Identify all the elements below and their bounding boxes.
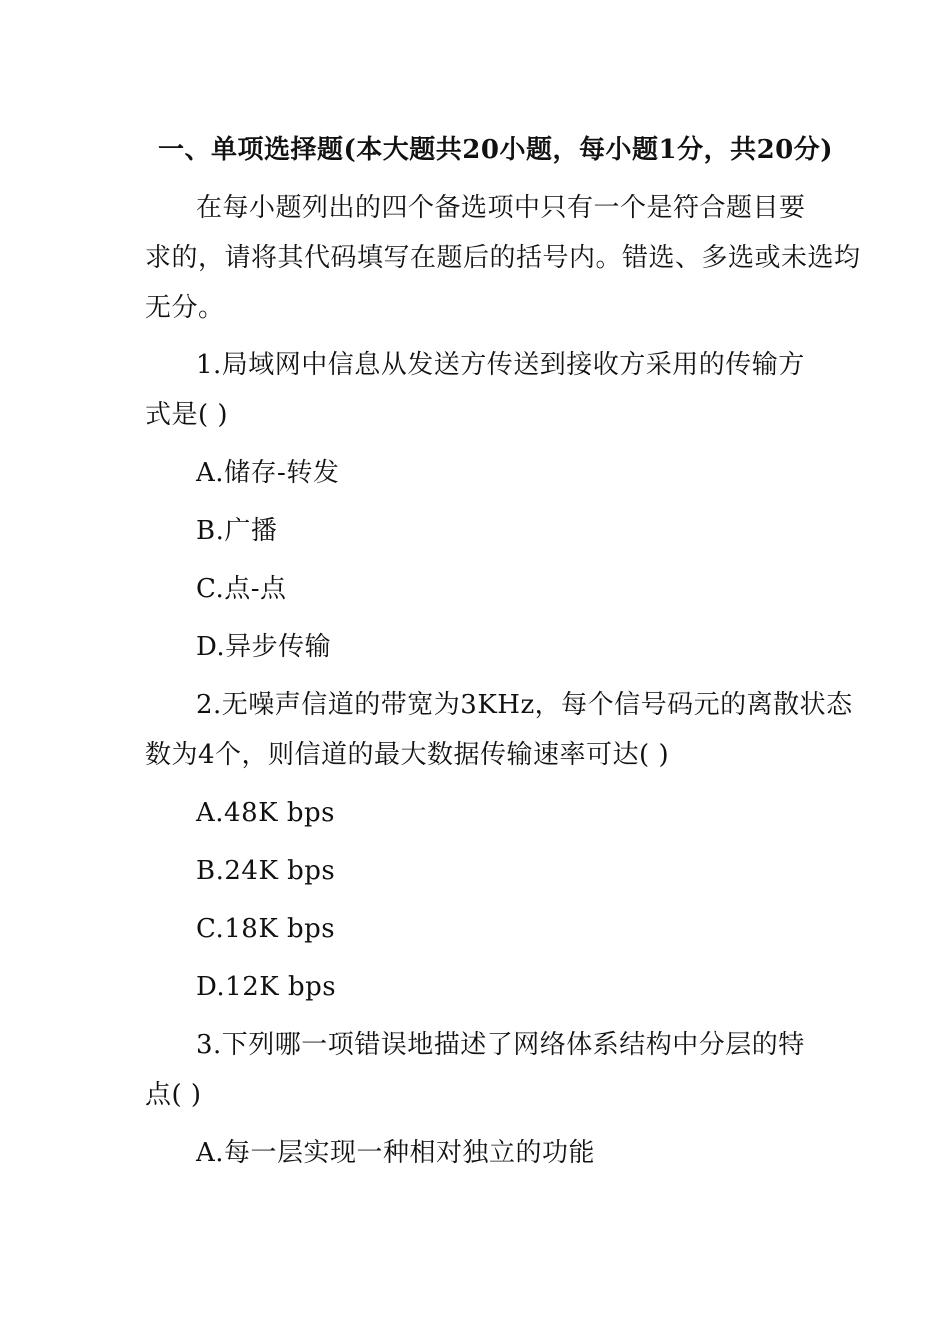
question-1-stem-line-2: 式是( ) [145,400,229,430]
section-heading: 一、单项选择题(本大题共20小题，每小题1分，共20分) [158,135,834,165]
question-2-option-c: C.18K bps [196,914,336,944]
question-2-option-d: D.12K bps [196,972,337,1002]
question-3-stem-line-2: 点( ) [145,1080,202,1110]
question-1-option-c: C.点-点 [196,574,287,604]
instruction-line-1: 在每小题列出的四个备选项中只有一个是符合题目要 [196,193,806,223]
question-1-option-b: B.广播 [196,516,278,546]
instruction-line-3: 无分。 [145,293,225,323]
question-2-option-b: B.24K bps [196,856,336,886]
question-3-stem-line-1: 3.下列哪一项错误地描述了网络体系结构中分层的特 [196,1030,805,1060]
question-1-option-d: D.异步传输 [196,632,332,662]
question-2-option-a: A.48K bps [196,798,335,828]
question-1-stem-line-1: 1.局域网中信息从发送方传送到接收方采用的传输方 [196,350,805,380]
question-3-option-a: A.每一层实现一种相对独立的功能 [196,1138,596,1168]
question-1-option-a: A.储存-转发 [196,458,340,488]
question-2-stem-line-2: 数为4个，则信道的最大数据传输速率可达( ) [145,740,670,770]
instruction-line-2: 求的，请将其代码填写在题后的括号内。错选、多选或未选均 [145,243,861,273]
question-2-stem-line-1: 2.无噪声信道的带宽为3KHz，每个信号码元的离散状态 [196,690,853,720]
